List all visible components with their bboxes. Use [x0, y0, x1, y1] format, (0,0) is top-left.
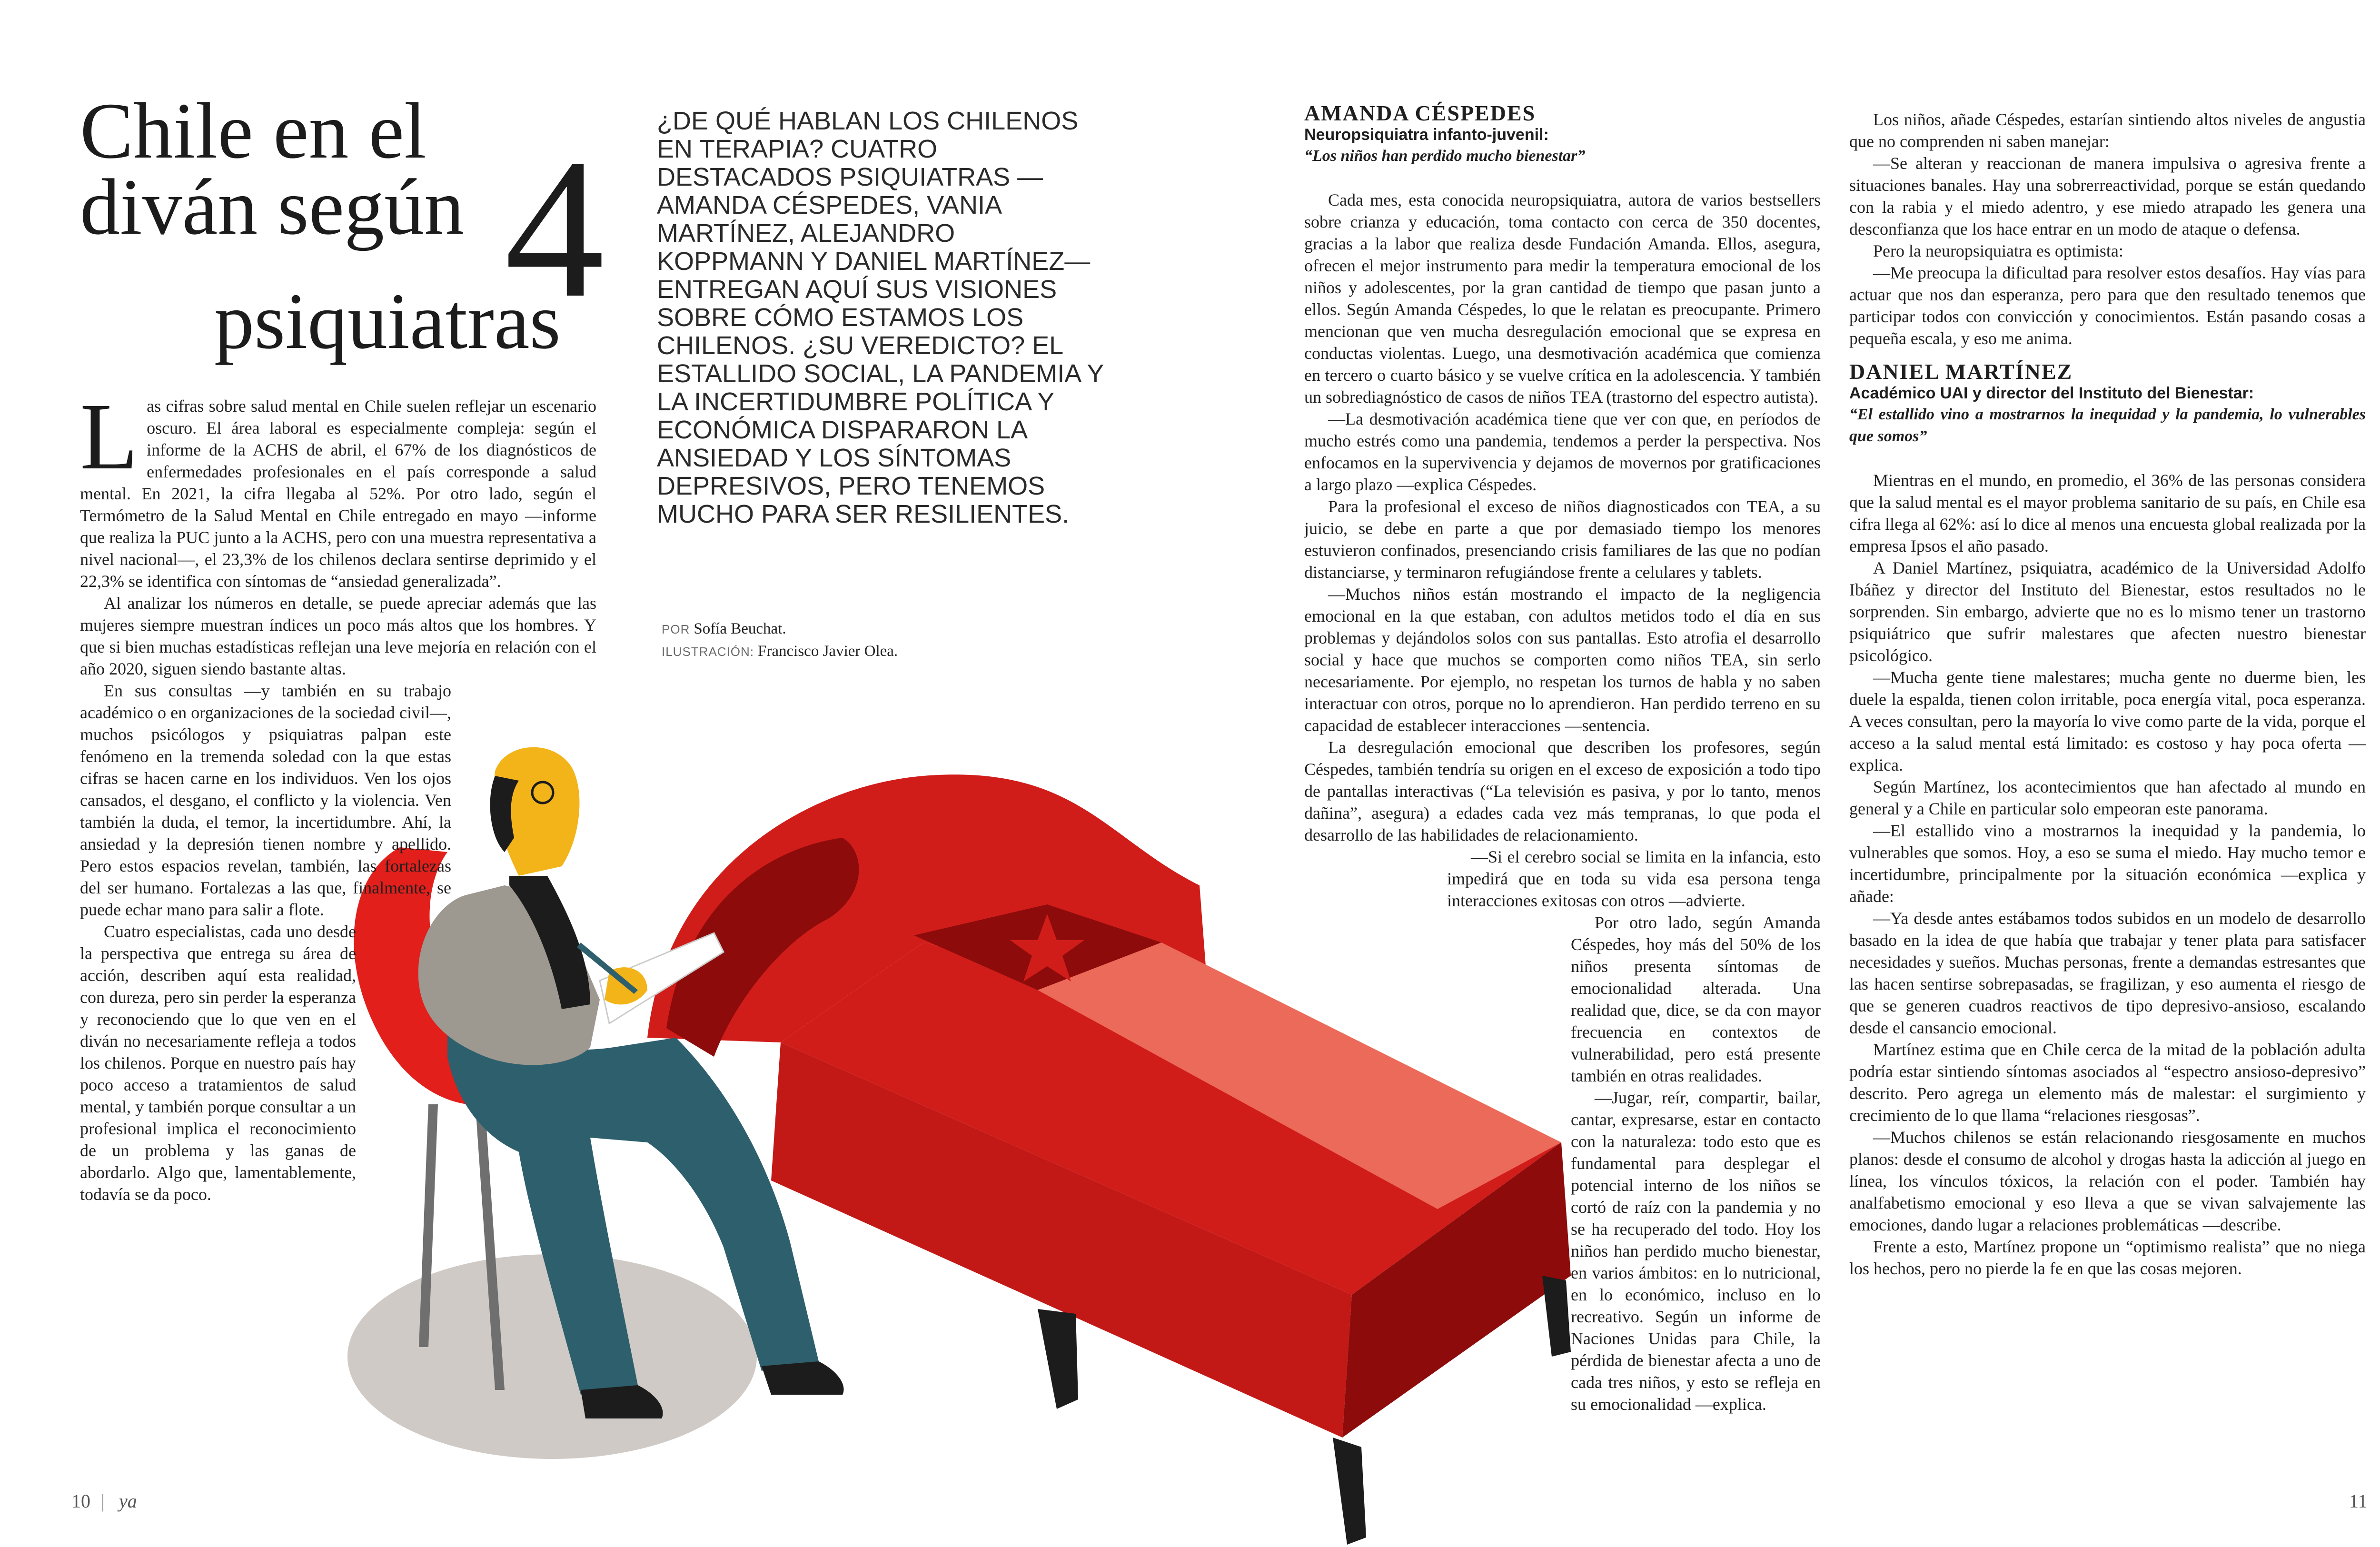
magazine-logo: ya — [119, 1490, 137, 1512]
cespedes-paragraph: —Si el cerebro social se limita en la infancia, esto impedirá que en toda su vida esa persona tenga interacciones exitosas con otros —advierte. — [1447, 847, 1821, 910]
article-credits — [662, 618, 898, 663]
intro-paragraph: En sus consultas —y también en su trabajo académico o en organizaciones de la sociedad civil—, muchos psicólogos y psiquiatras palpan este fenómeno en la tremenda soledad con la que estas cifras se hacen carne en los individuos. Ven los ojos cansados, el desgano, el conflicto y la violencia. Ven también la duda, el temor, la incertidumbre. Ahí, la ansiedad y la depresión tienen nombre y apellido. Pero estos espacios revelan, también, las fortalezas del ser humano. Fortalezas a las que, finalmente, se puede echar mano para salir a flote. — [80, 681, 451, 919]
shoe — [762, 1361, 844, 1395]
martinez-name: DANIEL MARTÍNEZ — [1849, 359, 2073, 384]
right-column — [1849, 109, 2366, 1279]
cespedes-quote: “Los niños han perdido mucho bienestar” — [1304, 147, 1586, 165]
author-name: Sofía Beuchat. — [694, 620, 786, 637]
cespedes-column — [1304, 102, 1821, 1415]
martinez-paragraph: —Ya desde antes estábamos todos subidos en un modelo de desarrollo basado en la idea de que había que trabajar y tener plata para satisfacer necesidades y sueños. Muchas personas, frente a demandas estresantes que las hacen sentirse sobrepasadas, se fragilizan, y eso aumenta el riesgo de que se generen cuadros reactivos de tipo depresivo-ansioso, escalando desde el cansancio emocional. — [1849, 909, 2366, 1037]
article-dek: ¿DE QUÉ HABLAN LOS CHILENOS EN TERAPIA? CUATRO DESTACADOS PSIQUIATRAS —AMANDA CÉSPEDES, VANIA MARTÍNEZ, ALEJANDRO KOPPMANN Y DANIEL MARTÍNEZ— ENTREGAN AQUÍ SUS VISIONES SOBRE CÓMO ESTAMOS LOS CHILENOS. ¿SU VEREDICTO? EL ESTALLIDO SOCIAL, LA PANDEMIA Y LA INCERTIDUMBRE POLÍTICA Y ECONÓMICA DISPARARON LA ANSIEDAD Y LOS SÍNTOMAS DEPRESIVOS, PERO TENEMOS MUCHO PARA SER RESILIENTES. — [657, 107, 1104, 528]
folio-left — [71, 1490, 137, 1512]
martinez-paragraph: Frente a esto, Martínez propone un “optimismo realista” que no niega los hechos, pero no pierde la fe en que las cosas mejoren. — [1849, 1237, 2366, 1278]
martinez-paragraph: A Daniel Martínez, psiquiatra, académico de la Universidad Adolfo Ibáñez y director del Instituto del Bienestar, estos resultados no le sorprenden. Sin embargo, advierte que no es lo mismo tener un trastorno psiquiátrico que sufrir malestares que afecten nuestro bienestar psicológico. — [1849, 558, 2366, 665]
cespedes-paragraph: La desregulación emocional que describen los profesores, según Céspedes, también tendría su origen en el exceso de exposición a todo tipo de pantallas interactivas (“La televisión es pasiva, y por lo tanto, menos dañina”, asegura) a edades cada vez más tempranas, lo que poda el desarrollo de las habilidades de relacionamiento. — [1304, 738, 1821, 844]
cespedes-paragraph: Para la profesional el exceso de niños diagnosticados con TEA, a su juicio, se debe en parte a que por demasiado tiempo los menores estuvieron confinados, presenciando crisis familiares de las que no podían distanciarse, y terminaron refugiándose frente a celulares y tablets. — [1304, 497, 1821, 582]
author-label: POR — [662, 622, 690, 636]
cespedes-role: Neuropsiquiatra infanto-juvenil: — [1304, 126, 1549, 144]
couch-leg — [1333, 1438, 1366, 1545]
illustrator-label: ILUSTRACIÓN: — [662, 645, 754, 659]
martinez-paragraph: —Mucha gente tiene malestares; mucha gente no duerme bien, les duele la espalda, tienen colon irritable, poca energía vital, poca esperanza. A veces consultan, pero la mayoría lo vive como parte de la vida, porque el acceso a la salud mental está limitado: es costoso y hay poca oferta —explica. — [1849, 668, 2366, 774]
illustrator-name: Francisco Javier Olea. — [758, 643, 898, 660]
dropcap: L — [80, 384, 139, 489]
martinez-paragraph: —El estallido vino a mostrarnos la inequidad y la pandemia, lo vulnerables que somos. Hoy, a eso se suma el miedo. Hay mucho temor e incertidumbre, principalmente por la situación económica —explica y añade: — [1849, 821, 2366, 906]
cespedes-name: AMANDA CÉSPEDES — [1304, 101, 1536, 125]
intro-paragraph: Cuatro especialistas, cada uno desde la perspectiva que entrega su área de acción, describen aquí esta realidad, con dureza, pero sin perder la esperanza y reconociendo que lo que ven en el diván no necesariamente refleja a todos los chilenos. Porque en nuestro país hay poco acceso a tratamientos de salud mental, y también porque consultar a un profesional implica el reconocimiento de un problema y las ganas de abordarlo. Algo que, lamentablemente, todavía se da poco. — [80, 922, 356, 1204]
cespedes-paragraph: —Jugar, reír, compartir, bailar, cantar, expresarse, estar en contacto con la naturaleza: todo esto que es fundamental para desplegar el potencial interno de los niños se cortó de raíz con la pandemia y no se ha recuperado del todo. Hoy los niños han perdido mucho bienestar, en varios ámbitos: en lo nutricional, en lo económico, incluso en lo recreativo. Según un informe de Naciones Unidas para Chile, la pérdida de bienestar afecta a uno de cada tres niños, y esto se refleja en su emocionalidad —explica. — [1571, 1088, 1821, 1414]
cespedes-paragraph: Cada mes, esta conocida neuropsiquiatra, autora de varios bestsellers sobre crianza y educación, toma contacto con cerca de 350 docentes, gracias a la labor que realiza desde Fundación Amanda. Ellos, asegura, ofrecen el mejor instrumento para medir la temperatura emocional de los niños y adolescentes, por la gran cantidad de tiempo que pasan junto a ellos. Según Amanda Céspedes, lo que le relatan es preocupante. Primero mencionan que ven mucha desregulación emocional que se expresa en conductas violentas. Luego, una desmotivación académica que comienza en tercero o cuarto básico y se vuelve crítica en la adolescencia. Y también un sobrediagnóstico de casos de niños TEA (trastorno del espectro autista). — [1304, 190, 1821, 407]
intro-column — [80, 384, 596, 1205]
page-number-left: 10 — [71, 1490, 90, 1512]
intro-paragraph: Al analizar los números en detalle, se puede apreciar además que las mujeres siempre muestran índices un poco más altos que los hombres. Y que si bien muchas estadísticas reflejan una leve mejoría en relación con el año 2020, siguen siendo bastante altas. — [80, 594, 596, 678]
martinez-paragraph: Según Martínez, los acontecimientos que han afectado al mundo en general y a Chile en particular solo empeoran este panorama. — [1849, 777, 2366, 818]
cespedes-paragraph: —La desmotivación académica tiene que ver con que, en períodos de mucho estrés como una pandemia, tendemos a perder la perspectiva. Nos enfocamos en la supervivencia y dejamos de movernos por gratificaciones a largo plazo —explica Céspedes. — [1304, 409, 1821, 494]
martinez-quote: “El estallido vino a mostrarnos la inequidad y la pandemia, lo vulnerables que somos” — [1849, 406, 2366, 445]
cespedes-paragraph: —Se alteran y reaccionan de manera impulsiva o agresiva frente a situaciones banales. Hay una sobrerreactividad, porque se están quedando con la rabia y el miedo adentro, y ese miedo atrapado les genera una desconfianza que los hace entrar en un modo de ataque o defensa. — [1849, 154, 2366, 238]
headline-line-3: psiquiatras — [214, 277, 561, 366]
martinez-role: Académico UAI y director del Instituto del Bienestar: — [1849, 384, 2254, 402]
martinez-paragraph: —Muchos chilenos se están relacionando riesgosamente en muchos planos: desde el consumo de alcohol y drogas hasta la adicción al juego en línea, los vínculos tóxicos, la relación con el poder. También hay analfabetismo emocional y eso lleva a que se vivan salvajemente las emociones, dando lugar a relaciones problemáticas —describe. — [1849, 1128, 2366, 1234]
martinez-paragraph: Mientras en el mundo, en promedio, el 36% de las personas considera que la salud mental es el mayor problema sanitario de su país, en Chile esa cifra llega al 62%: así lo dice al menos una encuesta global realizada por la empresa Ipsos el año pasado. — [1849, 471, 2366, 555]
headline-line-2: diván según — [80, 163, 465, 251]
page-number-right: 11 — [2349, 1490, 2368, 1512]
headline-line-1: Chile en el — [80, 87, 426, 175]
cespedes-paragraph: —Me preocupa la dificultad para resolver estos desafíos. Hay vías para actuar que nos dan esperanza, pero para que den resultado tenemos que participar todos con convicción y conocimientos. Están pasando cosas a pequeña escala, y eso me anima. — [1849, 263, 2366, 348]
folio-separator: | — [101, 1490, 105, 1512]
headline-number: 4 — [505, 118, 605, 339]
cespedes-paragraph: Los niños, añade Céspedes, estarían sintiendo altos niveles de angustia que no comprenden ni saben manejar: — [1849, 110, 2366, 151]
cespedes-paragraph: Pero la neuropsiquiatra es optimista: — [1873, 241, 2123, 260]
martinez-paragraph: Martínez estima que en Chile cerca de la mitad de la población adulta podría estar sintiendo síntomas asociados al “espectro ansioso-depresivo” descrito. Pero agrega un elemento más de malestar: el surgimiento y crecimiento de lo que llama “relaciones riesgosas”. — [1849, 1040, 2366, 1125]
couch-leg — [1038, 1309, 1078, 1409]
intro-paragraph: as cifras sobre salud mental en Chile suelen reflejar un escenario oscuro. El área laboral es especialmente compleja: según el informe de la ACHS de abril, el 67% de los diagnósticos de enfermedades profesionales en el país corresponde a salud mental. En 2021, la cifra llegaba al 52%. Por otro lado, según el Termómetro de la Salud Mental en Chile entregado en mayo —informe que realiza la PUC junto a la ACHS, pero con una muestra representativa a nivel nacional—, el 23,3% de los chilenos declara sentirse deprimido y el 22,3% se identifica con síntomas de “ansiedad generalizada”. — [80, 397, 596, 591]
cespedes-paragraph: Por otro lado, según Amanda Céspedes, hoy más del 50% de los niños presenta síntomas de emocionalidad alterada. Una realidad que, dice, se da con mayor frecuencia en contextos de vulnerabilidad, pero está presente también en otras realidades. — [1571, 913, 1821, 1085]
cespedes-paragraph: —Muchos niños están mostrando el impacto de la negligencia emocional en la que estaban, con adultos metidos todo el día en sus problemas y dejándolos solos con sus pantallas. Esto atrofia el desarrollo social y hace que muchos se comporten como niños TEA, sin serlo necesariamente. Por ejemplo, no respetan los turnos de habla y no saben interactuar con otros, porque no lo aprendieron. Han perdido terreno en su capacidad de establecer interacciones —sentencia. — [1304, 585, 1821, 735]
